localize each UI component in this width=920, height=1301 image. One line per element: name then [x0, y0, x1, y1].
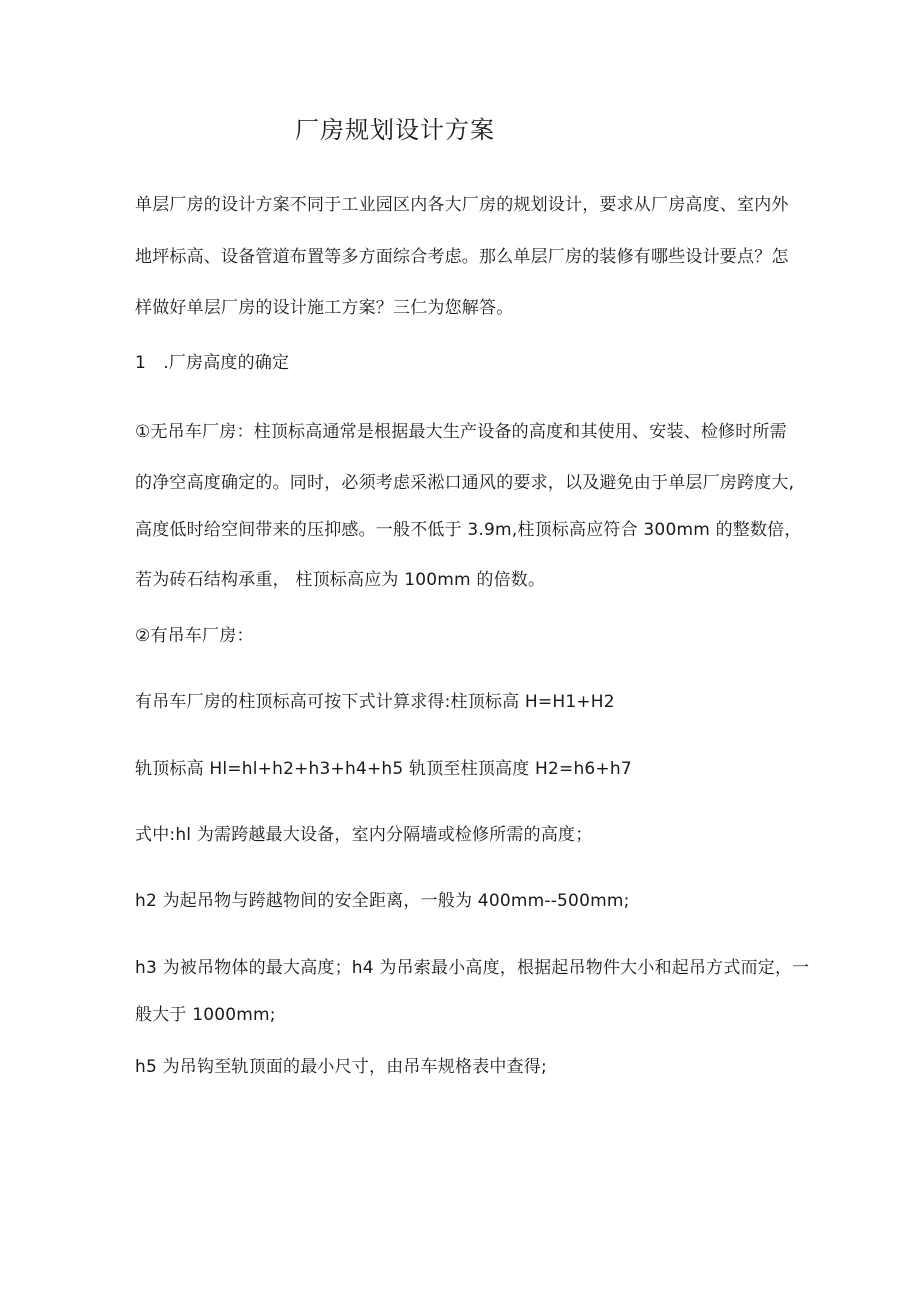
intro-line-2: 地坪标高、设备管道布置等多方面综合考虑。那么单层厂房的装修有哪些设计要点？怎	[135, 247, 789, 267]
definition-h2: h2 为起吊物与跨越物间的安全距离，一般为 400mm--500mm;	[135, 891, 630, 911]
with-crane-heading: ②有吊车厂房：	[135, 626, 254, 646]
document-title: 厂房规划设计方案	[295, 116, 495, 144]
definition-h3-h4-line-1: h3 为被吊物体的最大高度；h4 为吊索最小高度，根据起吊物件大小和起吊方式而定，一	[135, 958, 810, 978]
no-crane-line-4: 若为砖石结构承重， 柱顶标高应为 100mm 的倍数。	[135, 570, 546, 590]
formula-line-1: 有吊车厂房的柱顶标高可按下式计算求得:柱顶标高 H=H1+H2	[135, 692, 615, 712]
definition-h5: h5 为吊钩至轨顶面的最小尺寸，由吊车规格表中查得;	[135, 1057, 547, 1077]
no-crane-line-2: 的净空高度确定的。同时，必须考虑采淞口通风的要求，以及避免由于单层厂房跨度大,	[135, 473, 795, 493]
definition-h3-h4-line-2: 般大于 1000mm;	[135, 1005, 276, 1025]
no-crane-line-3: 高度低时给空间带来的压抑感。一般不低于 3.9m,柱顶标高应符合 300mm 的整数倍，	[135, 520, 802, 540]
formula-line-2: 轨顶标高 Hl=hl+h2+h3+h4+h5 轨顶至柱顶高度 H2=h6+h7	[135, 759, 632, 779]
intro-line-1: 单层厂房的设计方案不同于工业园区内各大厂房的规划设计，要求从厂房高度、室内外	[135, 195, 789, 215]
no-crane-line-1: ①无吊车厂房：柱顶标高通常是根据最大生产设备的高度和其使用、安装、检修时所需	[135, 422, 787, 442]
intro-line-3: 样做好单层厂房的设计施工方案？三仁为您解答。	[135, 298, 514, 318]
definition-h1: 式中:hl 为需跨越最大设备，室内分隔墙或检修所需的高度；	[135, 825, 593, 845]
section-heading: 1 .厂房高度的确定	[135, 353, 290, 373]
